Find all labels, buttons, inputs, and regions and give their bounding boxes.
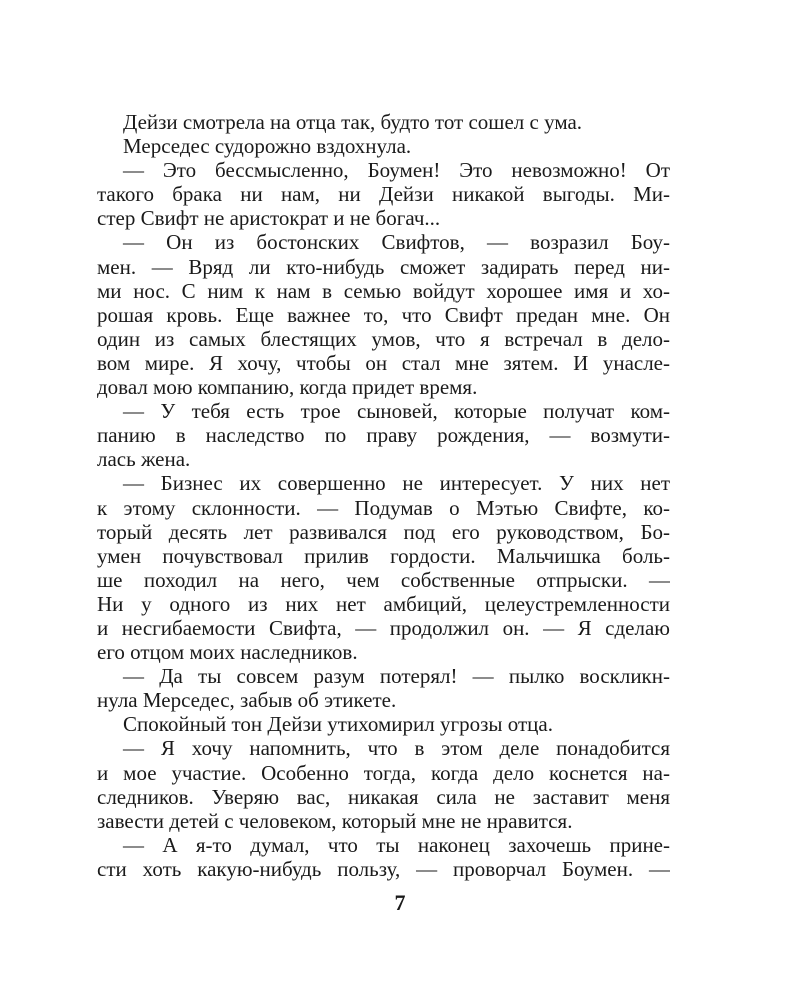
text-line: его отцом моих наследников. [97,640,358,665]
text-line: — А я-то думал, что ты наконец захочешь прине- [123,832,670,857]
text-line: — Да ты совсем разум потерял! — пылко воскликн- [123,664,670,689]
text-line: один из самых блестящих умов, что я встречал в дело- [97,326,670,351]
text-line: — Он из бостонских Свифтов, — возразил Боу- [123,230,670,255]
text-line: и несгибаемости Свифта, — продолжил он. — Я сделаю [97,615,670,640]
text-line: Спокойный тон Дейзи утихомирил угрозы отца. [123,712,553,737]
text-line: — У тебя есть трое сыновей, которые получат ком- [123,399,670,424]
text-line: — Это бессмысленно, Боумен! Это невозможно! От [123,158,670,183]
text-line: панию в наследство по праву рождения, — возмути- [97,423,670,448]
body-text [97,110,670,881]
text-line: стер Свифт не аристократ и не богач... [97,206,441,231]
text-line: торый десять лет развивался под его руководством, Бо- [97,519,670,544]
text-line: и мое участие. Особенно тогда, когда дело коснется на- [97,760,670,785]
text-line: довал мою компанию, когда придет время. [97,375,478,400]
text-line: следников. Уверяю вас, никакая сила не заставит меня [97,784,670,809]
text-line: такого брака ни нам, ни Дейзи никакой выгоды. Ми- [97,182,670,207]
text-line: мен. — Вряд ли кто-нибудь сможет задирать перед ни- [97,254,670,279]
text-line: нула Мерседес, забыв об этикете. [97,688,397,713]
text-line: Ни у одного из них нет амбиций, целеустремленности [97,591,670,616]
text-line: ше походил на него, чем собственные отпрыски. — [97,567,670,592]
text-line: ми нос. С ним к нам в семью войдут хорошее имя и хо- [97,278,670,303]
text-line: умен почувствовал прилив гордости. Мальчишка боль- [97,543,670,568]
text-line: вом мире. Я хочу, чтобы он стал мне зятем. И унасле- [97,350,670,375]
text-line: Мерседес судорожно вздохнула. [123,134,412,159]
text-line: сти хоть какую-нибудь пользу, — проворчал Боумен. — [97,856,670,881]
text-line: — Я хочу напомнить, что в этом деле понадобится [123,736,670,761]
text-line: лась жена. [97,447,191,472]
text-line: завести детей с человеком, который мне не нравится. [97,808,573,833]
text-line: к этому склонности. — Подумав о Мэтью Свифте, ко- [97,495,670,520]
text-line: рошая кровь. Еще важнее то, что Свифт предан мне. Он [97,302,670,327]
text-line: Дейзи смотрела на отца так, будто тот сошел с ума. [123,110,583,134]
text-line: — Бизнес их совершенно не интересует. У них нет [123,471,670,496]
page-number: 7 [394,890,406,915]
